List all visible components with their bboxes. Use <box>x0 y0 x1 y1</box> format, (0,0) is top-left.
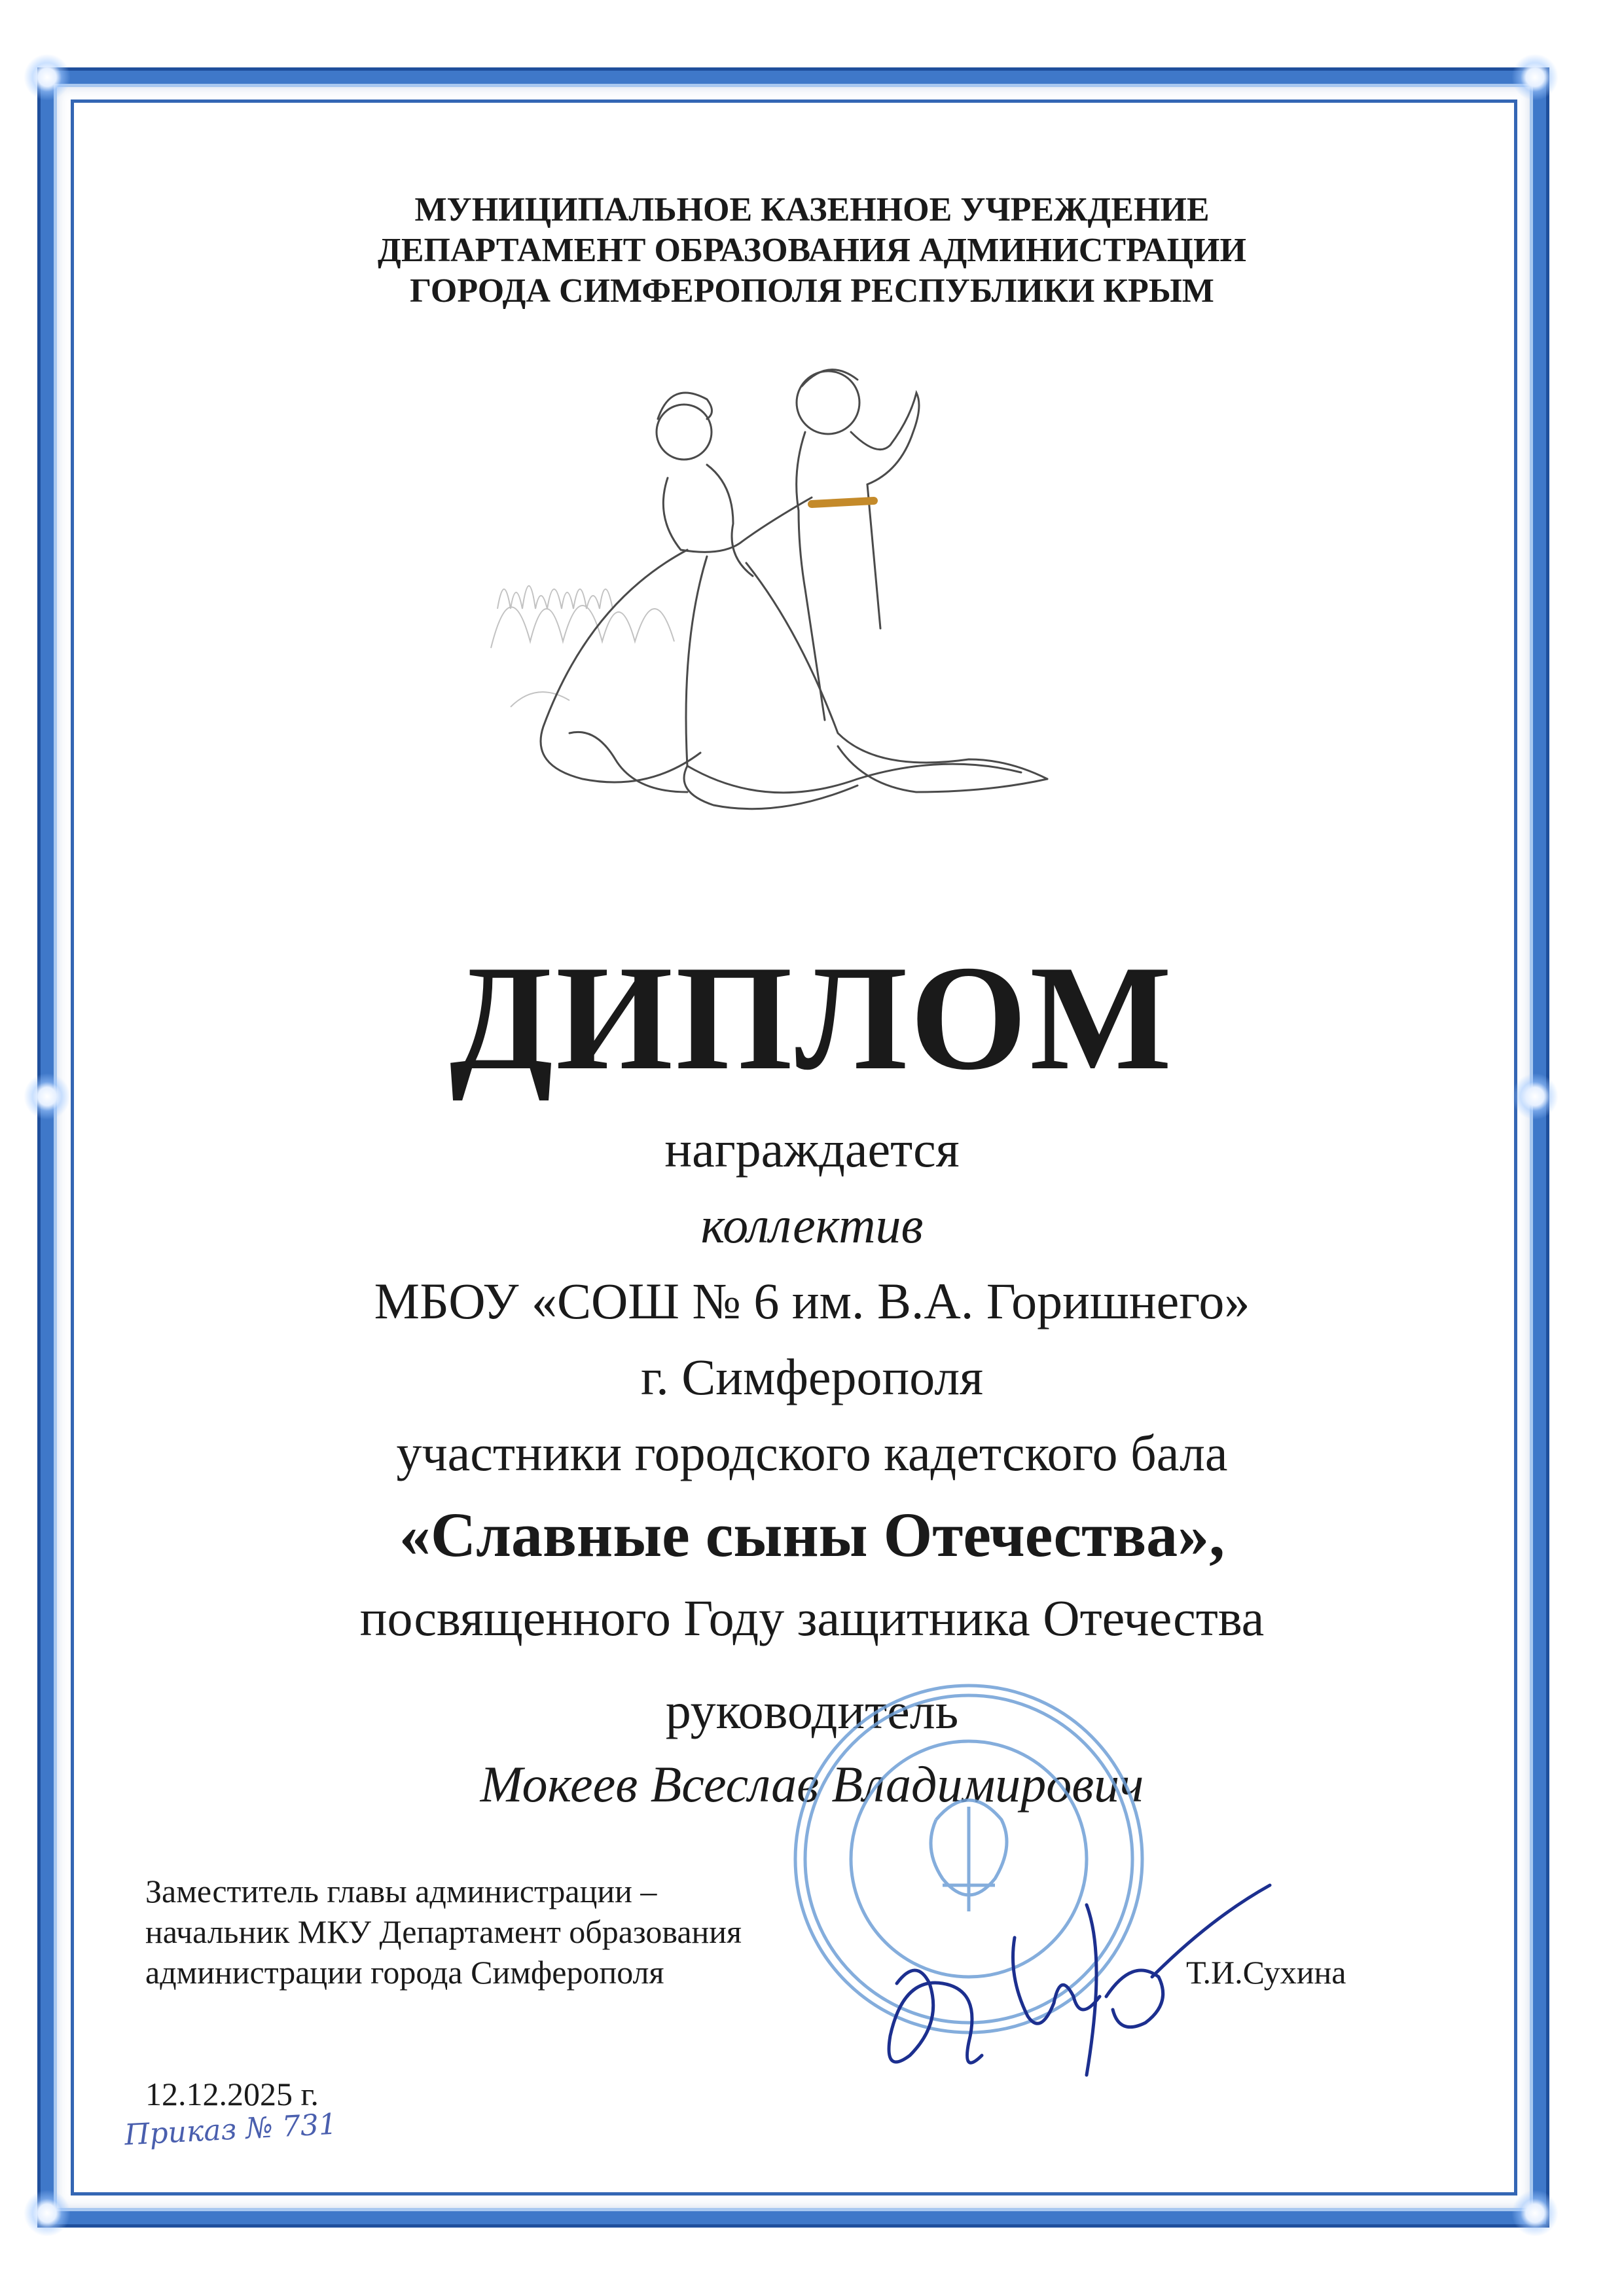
handwritten-order-note: Приказ № 731 <box>123 2107 338 2152</box>
sparkle-icon <box>24 2190 70 2236</box>
awarded-text: награждается <box>664 1121 960 1178</box>
organization-line: ДЕПАРТАМЕНТ ОБРАЗОВАНИЯ АДМИНИСТРАЦИИ <box>378 232 1246 269</box>
signatory-position-line: Заместитель главы администрации – <box>145 1873 657 1909</box>
event-name: «Славные сыны Отечества», <box>399 1500 1225 1570</box>
dedication-text: посвященного Году защитника Отечества <box>359 1589 1265 1646</box>
organization-line: ГОРОДА СИМФЕРОПОЛЯ РЕСПУБЛИКИ КРЫМ <box>410 272 1214 310</box>
signatory-position-line: начальник МКУ Департамент образования <box>145 1913 742 1950</box>
leader-name: Мокеев Всеслав Владимирович <box>480 1756 1144 1813</box>
dancing-couple-illustration <box>471 340 1113 923</box>
school-name: МБОУ «СОШ № 6 им. В.А. Горишнего» <box>374 1273 1250 1329</box>
diploma-title: ДИПЛОМ <box>449 934 1175 1101</box>
issue-date: 12.12.2025 г. <box>145 2076 319 2112</box>
leader-label: руководитель <box>665 1682 959 1739</box>
sparkle-icon <box>1512 54 1558 100</box>
recipient-type: коллектив <box>700 1197 924 1254</box>
organization-header <box>0 190 1624 312</box>
participants-text: участники городского кадетского бала <box>396 1424 1228 1481</box>
organization-line: МУНИЦИПАЛЬНОЕ КАЗЕННОЕ УЧРЕЖДЕНИЕ <box>414 191 1210 228</box>
signatory-position <box>145 1871 742 1993</box>
city-name: г. Симферополя <box>641 1348 983 1405</box>
signatory-position-line: администрации города Симферополя <box>145 1954 664 1991</box>
sparkle-icon <box>24 54 70 100</box>
sparkle-icon <box>1512 2190 1558 2236</box>
signatory-name: Т.И.Сухина <box>1186 1954 1346 1991</box>
